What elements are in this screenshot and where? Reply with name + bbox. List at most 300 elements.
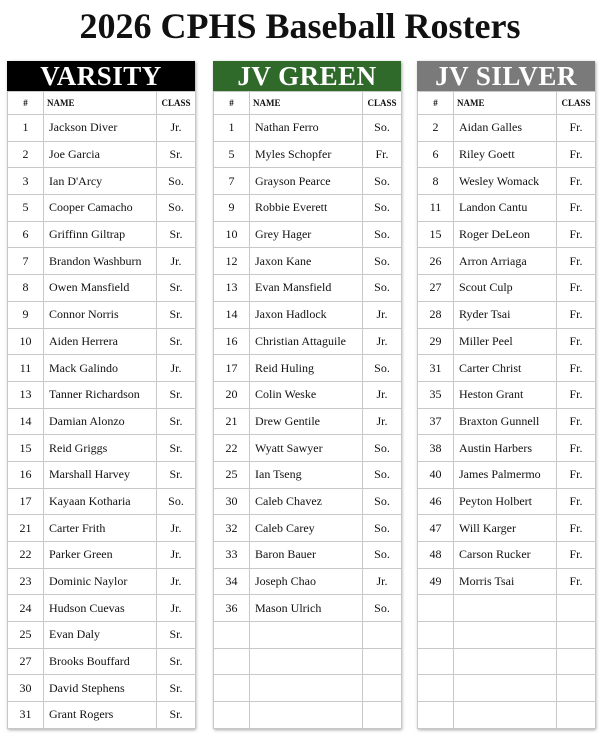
player-class: Sr. <box>157 648 196 675</box>
table-row <box>8 515 196 542</box>
player-name: Landon Cantu <box>454 195 557 222</box>
player-class: So. <box>157 195 196 222</box>
table-row <box>418 301 596 328</box>
player-number: 12 <box>214 248 250 275</box>
player-number: 22 <box>214 435 250 462</box>
player-name: Ian D'Arcy <box>44 168 157 195</box>
empty-row <box>418 675 596 702</box>
player-number: 6 <box>418 141 454 168</box>
player-class: Fr. <box>557 355 596 382</box>
player-class: So. <box>363 168 402 195</box>
player-name: Owen Mansfield <box>44 275 157 302</box>
roster-jv-silver <box>417 61 595 729</box>
player-class: Sr. <box>157 301 196 328</box>
player-class: So. <box>363 115 402 142</box>
table-header-row <box>418 92 596 115</box>
player-name: Ryder Tsai <box>454 301 557 328</box>
empty-cell <box>418 675 454 702</box>
table-row <box>214 141 402 168</box>
table-row <box>8 622 196 649</box>
player-number: 8 <box>8 275 44 302</box>
player-number: 10 <box>8 328 44 355</box>
empty-cell <box>363 675 402 702</box>
player-name: Kayaan Kotharia <box>44 488 157 515</box>
player-name: Miller Peel <box>454 328 557 355</box>
table-row <box>214 568 402 595</box>
table-row <box>214 328 402 355</box>
table-row <box>418 275 596 302</box>
empty-cell <box>454 675 557 702</box>
player-name: Austin Harbers <box>454 435 557 462</box>
player-name: Arron Arriaga <box>454 248 557 275</box>
player-number: 40 <box>418 461 454 488</box>
column-header-name: NAME <box>44 92 157 115</box>
player-class: Fr. <box>557 488 596 515</box>
table-row <box>214 515 402 542</box>
roster-table-jv-silver <box>417 91 596 729</box>
player-number: 30 <box>214 488 250 515</box>
player-name: Joseph Chao <box>250 568 363 595</box>
player-number: 27 <box>418 275 454 302</box>
player-class: Fr. <box>363 141 402 168</box>
empty-cell <box>418 595 454 622</box>
player-number: 38 <box>418 435 454 462</box>
empty-cell <box>454 648 557 675</box>
player-number: 49 <box>418 568 454 595</box>
table-row <box>214 461 402 488</box>
table-row <box>8 221 196 248</box>
player-class: Sr. <box>157 381 196 408</box>
player-number: 29 <box>418 328 454 355</box>
player-name: Braxton Gunnell <box>454 408 557 435</box>
table-row <box>418 248 596 275</box>
empty-cell <box>214 622 250 649</box>
player-class: So. <box>363 461 402 488</box>
player-name: Brandon Washburn <box>44 248 157 275</box>
player-class: Fr. <box>557 381 596 408</box>
empty-cell <box>557 622 596 649</box>
table-row <box>8 461 196 488</box>
player-number: 7 <box>214 168 250 195</box>
table-row <box>418 542 596 569</box>
player-name: Wesley Womack <box>454 168 557 195</box>
player-number: 22 <box>8 542 44 569</box>
player-number: 16 <box>214 328 250 355</box>
player-class: Fr. <box>557 328 596 355</box>
player-name: Reid Griggs <box>44 435 157 462</box>
player-name: Myles Schopfer <box>250 141 363 168</box>
player-class: So. <box>363 435 402 462</box>
player-number: 8 <box>418 168 454 195</box>
player-name: Connor Norris <box>44 301 157 328</box>
player-class: Fr. <box>557 515 596 542</box>
player-class: Jr. <box>157 515 196 542</box>
player-number: 21 <box>214 408 250 435</box>
table-row <box>214 435 402 462</box>
table-row <box>214 248 402 275</box>
column-header-number: # <box>8 92 44 115</box>
table-row <box>8 381 196 408</box>
empty-cell <box>214 675 250 702</box>
column-header-class: CLASS <box>157 92 196 115</box>
player-class: Fr. <box>557 301 596 328</box>
player-class: Fr. <box>557 195 596 222</box>
table-row <box>8 435 196 462</box>
player-name: Mason Ulrich <box>250 595 363 622</box>
player-number: 30 <box>8 675 44 702</box>
table-row <box>214 115 402 142</box>
table-row <box>214 595 402 622</box>
column-header-class: CLASS <box>557 92 596 115</box>
player-class: Jr. <box>363 408 402 435</box>
roster-table-varsity <box>7 91 196 729</box>
player-class: Fr. <box>557 168 596 195</box>
table-row <box>418 355 596 382</box>
empty-row <box>418 702 596 729</box>
player-class: Fr. <box>557 435 596 462</box>
empty-row <box>214 702 402 729</box>
player-class: Jr. <box>363 328 402 355</box>
player-class: Fr. <box>557 461 596 488</box>
player-number: 36 <box>214 595 250 622</box>
table-row <box>8 275 196 302</box>
player-name: Carson Rucker <box>454 542 557 569</box>
empty-cell <box>214 648 250 675</box>
player-name: Grey Hager <box>250 221 363 248</box>
table-row <box>8 702 196 729</box>
player-class: So. <box>363 275 402 302</box>
player-class: Jr. <box>157 542 196 569</box>
player-class: Sr. <box>157 461 196 488</box>
player-name: Riley Goett <box>454 141 557 168</box>
player-number: 5 <box>8 195 44 222</box>
table-row <box>214 275 402 302</box>
roster-header-jv-green: JV GREEN <box>213 61 401 91</box>
table-row <box>8 675 196 702</box>
empty-cell <box>557 675 596 702</box>
player-number: 17 <box>8 488 44 515</box>
player-name: Caleb Chavez <box>250 488 363 515</box>
empty-cell <box>214 702 250 729</box>
player-number: 13 <box>214 275 250 302</box>
table-row <box>8 568 196 595</box>
roster-table-jv-green <box>213 91 402 729</box>
table-row <box>418 168 596 195</box>
player-class: Sr. <box>157 675 196 702</box>
player-name: Ian Tseng <box>250 461 363 488</box>
roster-body-varsity <box>8 115 196 729</box>
player-class: Fr. <box>557 408 596 435</box>
column-header-name: NAME <box>250 92 363 115</box>
player-number: 24 <box>8 595 44 622</box>
player-name: James Palmermo <box>454 461 557 488</box>
player-number: 7 <box>8 248 44 275</box>
player-number: 11 <box>418 195 454 222</box>
player-name: Joe Garcia <box>44 141 157 168</box>
player-class: Jr. <box>157 115 196 142</box>
player-class: So. <box>157 168 196 195</box>
player-number: 5 <box>214 141 250 168</box>
empty-row <box>214 675 402 702</box>
player-number: 32 <box>214 515 250 542</box>
player-number: 10 <box>214 221 250 248</box>
player-name: David Stephens <box>44 675 157 702</box>
player-class: Fr. <box>557 141 596 168</box>
table-row <box>418 221 596 248</box>
player-name: Christian Attaguile <box>250 328 363 355</box>
table-row <box>8 355 196 382</box>
table-row <box>418 408 596 435</box>
table-row <box>418 488 596 515</box>
player-class: Fr. <box>557 115 596 142</box>
player-number: 33 <box>214 542 250 569</box>
table-row <box>8 542 196 569</box>
player-name: Wyatt Sawyer <box>250 435 363 462</box>
table-row <box>8 168 196 195</box>
empty-cell <box>250 702 363 729</box>
player-class: Fr. <box>557 248 596 275</box>
roster-header-varsity: VARSITY <box>7 61 195 91</box>
player-name: Jackson Diver <box>44 115 157 142</box>
player-number: 15 <box>8 435 44 462</box>
player-number: 20 <box>214 381 250 408</box>
empty-row <box>418 622 596 649</box>
player-name: Griffinn Giltrap <box>44 221 157 248</box>
player-name: Baron Bauer <box>250 542 363 569</box>
player-name: Mack Galindo <box>44 355 157 382</box>
player-number: 48 <box>418 542 454 569</box>
empty-row <box>214 622 402 649</box>
player-name: Carter Frith <box>44 515 157 542</box>
table-row <box>214 488 402 515</box>
column-header-number: # <box>418 92 454 115</box>
page-title: 2026 CPHS Baseball Rosters <box>79 6 521 46</box>
player-class: Sr. <box>157 328 196 355</box>
player-class: Jr. <box>363 381 402 408</box>
player-name: Colin Weske <box>250 381 363 408</box>
player-number: 47 <box>418 515 454 542</box>
column-header-class: CLASS <box>363 92 402 115</box>
player-name: Jaxon Hadlock <box>250 301 363 328</box>
table-row <box>418 515 596 542</box>
player-name: Drew Gentile <box>250 408 363 435</box>
player-class: Sr. <box>157 408 196 435</box>
player-name: Hudson Cuevas <box>44 595 157 622</box>
table-row <box>214 195 402 222</box>
empty-cell <box>363 648 402 675</box>
player-name: Parker Green <box>44 542 157 569</box>
player-name: Tanner Richardson <box>44 381 157 408</box>
empty-row <box>418 648 596 675</box>
table-header-row <box>214 92 402 115</box>
player-name: Aidan Galles <box>454 115 557 142</box>
player-number: 2 <box>418 115 454 142</box>
player-number: 1 <box>8 115 44 142</box>
empty-cell <box>557 595 596 622</box>
table-row <box>8 301 196 328</box>
player-number: 31 <box>8 702 44 729</box>
player-class: So. <box>363 515 402 542</box>
roster-varsity <box>7 61 195 729</box>
table-row <box>214 408 402 435</box>
player-name: Peyton Holbert <box>454 488 557 515</box>
player-number: 34 <box>214 568 250 595</box>
player-name: Grayson Pearce <box>250 168 363 195</box>
player-class: Fr. <box>557 221 596 248</box>
empty-cell <box>418 702 454 729</box>
table-row <box>418 568 596 595</box>
empty-cell <box>250 675 363 702</box>
player-class: So. <box>157 488 196 515</box>
table-row <box>8 328 196 355</box>
player-name: Grant Rogers <box>44 702 157 729</box>
table-row <box>214 301 402 328</box>
player-name: Brooks Bouffard <box>44 648 157 675</box>
player-number: 37 <box>418 408 454 435</box>
empty-row <box>418 595 596 622</box>
table-row <box>214 221 402 248</box>
table-row <box>214 381 402 408</box>
table-row <box>418 381 596 408</box>
player-class: Sr. <box>157 141 196 168</box>
player-class: Fr. <box>557 568 596 595</box>
player-number: 9 <box>214 195 250 222</box>
player-class: Jr. <box>157 568 196 595</box>
player-name: Dominic Naylor <box>44 568 157 595</box>
player-class: So. <box>363 221 402 248</box>
player-number: 15 <box>418 221 454 248</box>
player-class: So. <box>363 195 402 222</box>
roster-header-jv-silver: JV SILVER <box>417 61 595 91</box>
player-class: So. <box>363 248 402 275</box>
player-name: Marshall Harvey <box>44 461 157 488</box>
empty-cell <box>363 702 402 729</box>
player-name: Jaxon Kane <box>250 248 363 275</box>
roster-body-jv-silver <box>418 115 596 729</box>
player-name: Damian Alonzo <box>44 408 157 435</box>
player-number: 26 <box>418 248 454 275</box>
player-class: Sr. <box>157 622 196 649</box>
player-name: Caleb Carey <box>250 515 363 542</box>
table-row <box>8 595 196 622</box>
player-name: Carter Christ <box>454 355 557 382</box>
empty-cell <box>250 622 363 649</box>
player-name: Cooper Camacho <box>44 195 157 222</box>
table-row <box>214 168 402 195</box>
player-number: 2 <box>8 141 44 168</box>
player-number: 21 <box>8 515 44 542</box>
table-header-row <box>8 92 196 115</box>
player-class: So. <box>363 488 402 515</box>
player-class: So. <box>363 595 402 622</box>
table-row <box>8 115 196 142</box>
player-name: Will Karger <box>454 515 557 542</box>
player-number: 17 <box>214 355 250 382</box>
player-name: Robbie Everett <box>250 195 363 222</box>
player-class: Fr. <box>557 275 596 302</box>
empty-cell <box>363 622 402 649</box>
roster-body-jv-green <box>214 115 402 729</box>
player-number: 28 <box>418 301 454 328</box>
player-number: 25 <box>8 622 44 649</box>
table-row <box>8 408 196 435</box>
player-number: 23 <box>8 568 44 595</box>
player-number: 3 <box>8 168 44 195</box>
empty-cell <box>418 622 454 649</box>
table-row <box>214 542 402 569</box>
empty-cell <box>418 648 454 675</box>
table-row <box>8 195 196 222</box>
player-class: Jr. <box>157 355 196 382</box>
player-class: Sr. <box>157 275 196 302</box>
player-name: Evan Daly <box>44 622 157 649</box>
table-row <box>418 195 596 222</box>
player-number: 13 <box>8 381 44 408</box>
table-row <box>418 461 596 488</box>
player-name: Morris Tsai <box>454 568 557 595</box>
player-name: Heston Grant <box>454 381 557 408</box>
player-class: Jr. <box>157 595 196 622</box>
table-row <box>418 435 596 462</box>
table-row <box>214 355 402 382</box>
empty-cell <box>454 622 557 649</box>
player-number: 11 <box>8 355 44 382</box>
table-row <box>8 248 196 275</box>
player-number: 6 <box>8 221 44 248</box>
column-header-name: NAME <box>454 92 557 115</box>
player-class: Sr. <box>157 221 196 248</box>
player-name: Roger DeLeon <box>454 221 557 248</box>
player-class: So. <box>363 355 402 382</box>
player-class: Fr. <box>557 542 596 569</box>
player-number: 16 <box>8 461 44 488</box>
column-header-number: # <box>214 92 250 115</box>
table-row <box>418 141 596 168</box>
player-class: Sr. <box>157 702 196 729</box>
table-row <box>418 328 596 355</box>
player-number: 1 <box>214 115 250 142</box>
player-class: Jr. <box>157 248 196 275</box>
empty-cell <box>454 702 557 729</box>
player-number: 46 <box>418 488 454 515</box>
player-number: 14 <box>8 408 44 435</box>
player-number: 14 <box>214 301 250 328</box>
player-class: Jr. <box>363 568 402 595</box>
table-row <box>418 115 596 142</box>
player-number: 25 <box>214 461 250 488</box>
player-number: 27 <box>8 648 44 675</box>
roster-jv-green <box>213 61 401 729</box>
table-row <box>8 488 196 515</box>
empty-cell <box>557 702 596 729</box>
empty-cell <box>250 648 363 675</box>
player-name: Nathan Ferro <box>250 115 363 142</box>
table-row <box>8 141 196 168</box>
player-number: 31 <box>418 355 454 382</box>
table-row <box>8 648 196 675</box>
player-class: So. <box>363 542 402 569</box>
player-number: 35 <box>418 381 454 408</box>
player-number: 9 <box>8 301 44 328</box>
player-class: Jr. <box>363 301 402 328</box>
player-class: Sr. <box>157 435 196 462</box>
player-name: Scout Culp <box>454 275 557 302</box>
empty-cell <box>454 595 557 622</box>
player-name: Evan Mansfield <box>250 275 363 302</box>
empty-cell <box>557 648 596 675</box>
player-name: Aiden Herrera <box>44 328 157 355</box>
player-name: Reid Huling <box>250 355 363 382</box>
